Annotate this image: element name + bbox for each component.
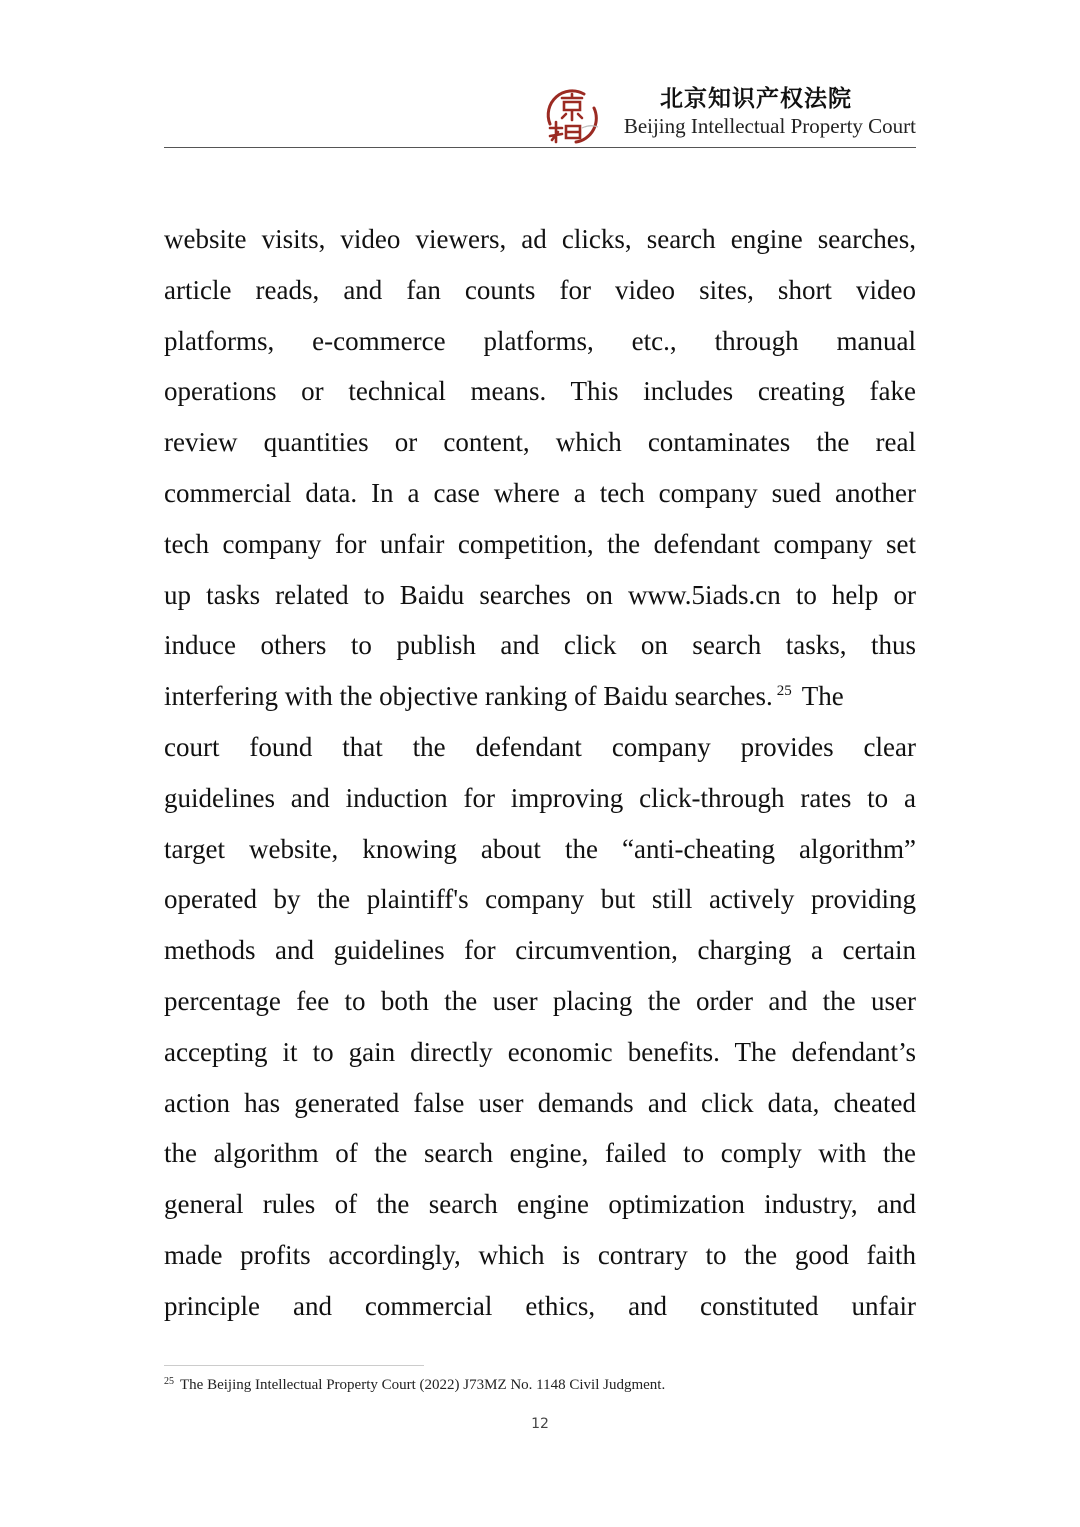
text-line: accepting it to gain directly economic benefits. The defendant’s: [164, 1036, 916, 1067]
text-line: up tasks related to Baidu searches on www.5iads.cn to help or: [164, 579, 916, 610]
text-line: website visits, video viewers, ad clicks, search engine searches,: [164, 224, 916, 254]
text-line: commercial data. In a case where a tech company sued another: [164, 477, 916, 508]
footnote-divider: [164, 1365, 424, 1366]
text-line: principle and commercial ethics, and constituted unfair: [164, 1290, 916, 1321]
text-line: operated by the plaintiff's company but still actively providing: [164, 884, 916, 915]
footnote-text: The Beijing Intellectual Property Court (2022) J73MZ No. 1148 Civil Judgment.: [180, 1377, 666, 1393]
text-line: article reads, and fan counts for video sites, short video: [164, 274, 916, 305]
text-line: percentage fee to both the user placing the order and the user: [164, 985, 916, 1016]
text-line: court found that the defendant company provides clear: [164, 731, 916, 762]
text-line: review quantities or content, which contaminates the real: [164, 427, 916, 458]
court-name-chinese: 北京知识产权法院: [660, 86, 852, 112]
text-line: the algorithm of the search engine, failed to comply with the: [164, 1138, 916, 1169]
page-number: 12: [531, 1416, 549, 1432]
footnote: [164, 1377, 665, 1394]
text-line: made profits accordingly, which is contrary to the good faith: [164, 1239, 916, 1270]
body-paragraph: [164, 220, 916, 1338]
text-line: action has generated false user demands and click data, cheated: [164, 1087, 916, 1118]
text-line: tech company for unfair competition, the defendant company set: [164, 528, 916, 559]
text-line: guidelines and induction for improving click-through rates to a: [164, 782, 916, 813]
text-line: target website, knowing about the “anti-cheating algorithm”: [164, 833, 916, 864]
text-line: general rules of the search engine optimization industry, and: [164, 1189, 916, 1220]
text-line: methods and guidelines for circumvention, charging a certain: [164, 935, 916, 966]
page-header: [164, 78, 916, 148]
footnote-reference[interactable]: 25: [776, 683, 792, 700]
text-line: platforms, e-commerce platforms, etc., through manual: [164, 325, 916, 356]
court-logo-icon: [540, 84, 604, 148]
court-name-english: Beijing Intellectual Property Court: [623, 114, 916, 138]
text-line: induce others to publish and click on search tasks, thus: [164, 630, 916, 661]
text-line-with-footnote: interfering with the objective ranking of Baidu searches. $^{25}$ The: [164, 681, 844, 712]
header-divider: [164, 147, 916, 148]
footnote-number: 25: [164, 1376, 174, 1387]
text-line: operations or technical means. This includes creating fake: [164, 376, 916, 407]
